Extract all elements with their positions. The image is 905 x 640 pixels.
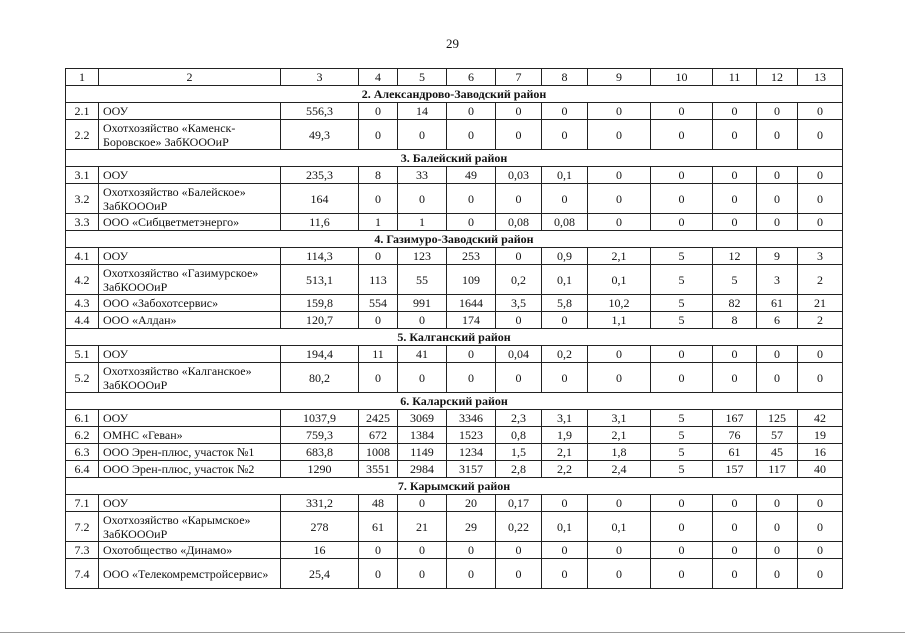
organization-name-cell: ООО «Алдан» (99, 312, 281, 329)
value-cell: 0 (798, 363, 843, 393)
value-cell: 0 (359, 103, 398, 120)
value-cell: 0 (398, 495, 447, 512)
row-number-cell: 3.1 (66, 167, 99, 184)
value-cell: 5 (651, 410, 713, 427)
value-cell: 0 (651, 363, 713, 393)
value-cell: 1008 (359, 444, 398, 461)
value-cell: 0 (798, 542, 843, 559)
organization-name-cell: ООУ (99, 248, 281, 265)
value-cell: 125 (757, 410, 798, 427)
value-cell: 513,1 (281, 265, 359, 295)
section-row (66, 150, 843, 167)
value-cell: 0 (713, 542, 757, 559)
organization-name-cell: ООУ (99, 346, 281, 363)
value-cell: 194,4 (281, 346, 359, 363)
value-cell: 57 (757, 427, 798, 444)
value-cell: 0 (542, 559, 588, 589)
value-cell: 0 (447, 346, 496, 363)
value-cell: 3069 (398, 410, 447, 427)
value-cell: 0 (588, 184, 651, 214)
column-number: 11 (713, 69, 757, 86)
value-cell: 0 (713, 167, 757, 184)
value-cell: 5 (651, 444, 713, 461)
value-cell: 3157 (447, 461, 496, 478)
value-cell: 3346 (447, 410, 496, 427)
row-number-cell: 3.2 (66, 184, 99, 214)
organization-name-cell: ООУ (99, 410, 281, 427)
value-cell: 0,1 (588, 265, 651, 295)
row-number-cell: 4.1 (66, 248, 99, 265)
value-cell: 0 (713, 559, 757, 589)
value-cell: 0 (713, 214, 757, 231)
section-row (66, 478, 843, 495)
value-cell: 554 (359, 295, 398, 312)
value-cell: 0 (588, 542, 651, 559)
value-cell: 0 (542, 184, 588, 214)
value-cell: 61 (757, 295, 798, 312)
row-number-cell: 5.2 (66, 363, 99, 393)
column-number: 7 (496, 69, 542, 86)
table-row (66, 512, 843, 542)
value-cell: 0 (798, 214, 843, 231)
value-cell: 29 (447, 512, 496, 542)
value-cell: 0 (651, 184, 713, 214)
value-cell: 11 (359, 346, 398, 363)
value-cell: 0 (447, 103, 496, 120)
value-cell: 2,8 (496, 461, 542, 478)
value-cell: 683,8 (281, 444, 359, 461)
value-cell: 1234 (447, 444, 496, 461)
table-row (66, 410, 843, 427)
section-title: 2. Александрово-Заводский район (66, 86, 843, 103)
value-cell: 0 (542, 542, 588, 559)
section-title: 5. Калганский район (66, 329, 843, 346)
value-cell: 0 (496, 559, 542, 589)
value-cell: 0 (496, 312, 542, 329)
value-cell: 3,1 (588, 410, 651, 427)
value-cell: 33 (398, 167, 447, 184)
table-row (66, 542, 843, 559)
value-cell: 113 (359, 265, 398, 295)
value-cell: 0,1 (542, 167, 588, 184)
value-cell: 0 (398, 120, 447, 150)
row-number-cell: 6.3 (66, 444, 99, 461)
table-row (66, 346, 843, 363)
value-cell: 0 (496, 248, 542, 265)
section-row (66, 86, 843, 103)
value-cell: 5 (651, 248, 713, 265)
value-cell: 45 (757, 444, 798, 461)
value-cell: 120,7 (281, 312, 359, 329)
column-number: 13 (798, 69, 843, 86)
value-cell: 0 (651, 214, 713, 231)
row-number-cell: 7.2 (66, 512, 99, 542)
table-row (66, 120, 843, 150)
value-cell: 159,8 (281, 295, 359, 312)
value-cell: 5 (651, 295, 713, 312)
table-row (66, 427, 843, 444)
value-cell: 0,9 (542, 248, 588, 265)
section-title: 7. Карымский район (66, 478, 843, 495)
data-table (65, 68, 843, 589)
value-cell: 80,2 (281, 363, 359, 393)
value-cell: 0 (757, 512, 798, 542)
value-cell: 2 (798, 265, 843, 295)
value-cell: 82 (713, 295, 757, 312)
organization-name-cell: Охотобщество «Динамо» (99, 542, 281, 559)
column-number-row (66, 69, 843, 86)
value-cell: 0 (798, 184, 843, 214)
organization-name-cell: ООО «Забохотсервис» (99, 295, 281, 312)
row-number-cell: 7.1 (66, 495, 99, 512)
value-cell: 0,22 (496, 512, 542, 542)
value-cell: 157 (713, 461, 757, 478)
value-cell: 123 (398, 248, 447, 265)
value-cell: 0 (496, 363, 542, 393)
organization-name-cell: ООО «Телекомремстройсервис» (99, 559, 281, 589)
value-cell: 0 (757, 103, 798, 120)
row-number-cell: 2.1 (66, 103, 99, 120)
organization-name-cell: ООО Эрен-плюс, участок №1 (99, 444, 281, 461)
value-cell: 0 (651, 559, 713, 589)
value-cell: 2,1 (542, 444, 588, 461)
value-cell: 0,08 (496, 214, 542, 231)
value-cell: 0 (447, 120, 496, 150)
value-cell: 0 (713, 512, 757, 542)
value-cell: 9 (757, 248, 798, 265)
table-row (66, 184, 843, 214)
value-cell: 0,8 (496, 427, 542, 444)
value-cell: 1 (398, 214, 447, 231)
value-cell: 0 (798, 103, 843, 120)
value-cell: 5 (651, 461, 713, 478)
value-cell: 8 (713, 312, 757, 329)
value-cell: 0 (359, 559, 398, 589)
organization-name-cell: Охотхозяйство «Газимурское» ЗабКОООиР (99, 265, 281, 295)
value-cell: 16 (281, 542, 359, 559)
value-cell: 0 (542, 363, 588, 393)
column-number: 5 (398, 69, 447, 86)
value-cell: 0 (447, 184, 496, 214)
value-cell: 0 (757, 559, 798, 589)
page-number: 29 (446, 36, 459, 51)
value-cell: 3551 (359, 461, 398, 478)
value-cell: 2,1 (588, 248, 651, 265)
value-cell: 235,3 (281, 167, 359, 184)
value-cell: 0 (359, 184, 398, 214)
value-cell: 253 (447, 248, 496, 265)
column-number: 1 (66, 69, 99, 86)
value-cell: 25,4 (281, 559, 359, 589)
value-cell: 0 (359, 363, 398, 393)
value-cell: 3,5 (496, 295, 542, 312)
row-number-cell: 7.4 (66, 559, 99, 589)
value-cell: 0 (496, 103, 542, 120)
value-cell: 0 (798, 512, 843, 542)
value-cell: 0 (359, 248, 398, 265)
value-cell: 174 (447, 312, 496, 329)
row-number-cell: 3.3 (66, 214, 99, 231)
value-cell: 21 (398, 512, 447, 542)
organization-name-cell: ОМНС «Геван» (99, 427, 281, 444)
row-number-cell: 2.2 (66, 120, 99, 150)
table-row (66, 444, 843, 461)
table-row (66, 295, 843, 312)
value-cell: 1,9 (542, 427, 588, 444)
value-cell: 0 (757, 214, 798, 231)
value-cell: 0 (798, 120, 843, 150)
value-cell: 991 (398, 295, 447, 312)
value-cell: 1,1 (588, 312, 651, 329)
value-cell: 0 (713, 346, 757, 363)
value-cell: 1644 (447, 295, 496, 312)
value-cell: 0 (798, 346, 843, 363)
value-cell: 0 (588, 103, 651, 120)
table-row (66, 248, 843, 265)
value-cell: 0 (651, 120, 713, 150)
value-cell: 14 (398, 103, 447, 120)
value-cell: 0 (651, 542, 713, 559)
value-cell: 19 (798, 427, 843, 444)
table-row (66, 167, 843, 184)
value-cell: 0 (496, 120, 542, 150)
value-cell: 1523 (447, 427, 496, 444)
section-row (66, 231, 843, 248)
value-cell: 5 (651, 312, 713, 329)
value-cell: 759,3 (281, 427, 359, 444)
section-row (66, 329, 843, 346)
value-cell: 0 (542, 120, 588, 150)
value-cell: 0 (713, 363, 757, 393)
value-cell: 10,2 (588, 295, 651, 312)
organization-name-cell: ООУ (99, 167, 281, 184)
value-cell: 48 (359, 495, 398, 512)
value-cell: 0 (651, 167, 713, 184)
value-cell: 0 (447, 542, 496, 559)
value-cell: 1149 (398, 444, 447, 461)
column-number: 4 (359, 69, 398, 86)
value-cell: 3 (798, 248, 843, 265)
value-cell: 3 (757, 265, 798, 295)
column-number: 6 (447, 69, 496, 86)
row-number-cell: 6.4 (66, 461, 99, 478)
value-cell: 1 (359, 214, 398, 231)
value-cell: 0 (588, 559, 651, 589)
value-cell: 0 (757, 346, 798, 363)
value-cell: 0 (588, 120, 651, 150)
value-cell: 1,8 (588, 444, 651, 461)
organization-name-cell: Охотхозяйство «Балейское» ЗабКОООиР (99, 184, 281, 214)
value-cell: 2425 (359, 410, 398, 427)
row-number-cell: 4.2 (66, 265, 99, 295)
section-title: 3. Балейский район (66, 150, 843, 167)
value-cell: 0 (798, 495, 843, 512)
value-cell: 42 (798, 410, 843, 427)
value-cell: 0 (398, 312, 447, 329)
value-cell: 0,04 (496, 346, 542, 363)
value-cell: 0 (398, 363, 447, 393)
value-cell: 0,2 (542, 346, 588, 363)
row-number-cell: 6.1 (66, 410, 99, 427)
value-cell: 49,3 (281, 120, 359, 150)
table-row (66, 103, 843, 120)
value-cell: 16 (798, 444, 843, 461)
value-cell: 0 (757, 167, 798, 184)
value-cell: 0,08 (542, 214, 588, 231)
value-cell: 0 (447, 363, 496, 393)
value-cell: 5 (651, 427, 713, 444)
organization-name-cell: ООУ (99, 103, 281, 120)
value-cell: 0 (447, 559, 496, 589)
value-cell: 21 (798, 295, 843, 312)
row-number-cell: 6.2 (66, 427, 99, 444)
value-cell: 167 (713, 410, 757, 427)
value-cell: 61 (713, 444, 757, 461)
table-row (66, 363, 843, 393)
value-cell: 672 (359, 427, 398, 444)
value-cell: 0,2 (496, 265, 542, 295)
value-cell: 61 (359, 512, 398, 542)
value-cell: 5 (713, 265, 757, 295)
value-cell: 3,1 (542, 410, 588, 427)
organization-name-cell: Охотхозяйство «Каменск-Боровское» ЗабКОООиР (99, 120, 281, 150)
value-cell: 0 (651, 495, 713, 512)
value-cell: 2,1 (588, 427, 651, 444)
value-cell: 0 (398, 184, 447, 214)
section-row (66, 393, 843, 410)
value-cell: 49 (447, 167, 496, 184)
column-number: 10 (651, 69, 713, 86)
value-cell: 109 (447, 265, 496, 295)
value-cell: 0 (713, 184, 757, 214)
table-row (66, 495, 843, 512)
value-cell: 1384 (398, 427, 447, 444)
value-cell: 0 (542, 495, 588, 512)
value-cell: 8 (359, 167, 398, 184)
value-cell: 0,1 (542, 512, 588, 542)
value-cell: 114,3 (281, 248, 359, 265)
value-cell: 2 (798, 312, 843, 329)
value-cell: 55 (398, 265, 447, 295)
column-number: 9 (588, 69, 651, 86)
value-cell: 0 (588, 214, 651, 231)
value-cell: 0 (496, 542, 542, 559)
value-cell: 0 (713, 495, 757, 512)
table-row (66, 265, 843, 295)
value-cell: 0,1 (588, 512, 651, 542)
value-cell: 5 (651, 265, 713, 295)
section-title: 6. Каларский район (66, 393, 843, 410)
value-cell: 11,6 (281, 214, 359, 231)
value-cell: 0 (757, 542, 798, 559)
value-cell: 1,5 (496, 444, 542, 461)
value-cell: 0 (757, 120, 798, 150)
value-cell: 0 (651, 512, 713, 542)
organization-name-cell: Охотхозяйство «Калганское» ЗабКОООиР (99, 363, 281, 393)
value-cell: 0,03 (496, 167, 542, 184)
value-cell: 0 (542, 312, 588, 329)
value-cell: 1037,9 (281, 410, 359, 427)
column-number: 3 (281, 69, 359, 86)
value-cell: 20 (447, 495, 496, 512)
value-cell: 0 (757, 184, 798, 214)
value-cell: 0 (588, 167, 651, 184)
page-edge-line (0, 632, 905, 633)
value-cell: 0 (713, 103, 757, 120)
value-cell: 0 (651, 346, 713, 363)
value-cell: 2,4 (588, 461, 651, 478)
table-row (66, 312, 843, 329)
value-cell: 6 (757, 312, 798, 329)
table-row (66, 461, 843, 478)
value-cell: 2,3 (496, 410, 542, 427)
value-cell: 0 (496, 184, 542, 214)
value-cell: 0 (398, 542, 447, 559)
table-row (66, 559, 843, 589)
value-cell: 0 (447, 214, 496, 231)
value-cell: 0,17 (496, 495, 542, 512)
value-cell: 0 (542, 103, 588, 120)
value-cell: 0 (798, 167, 843, 184)
value-cell: 117 (757, 461, 798, 478)
column-number: 12 (757, 69, 798, 86)
value-cell: 2,2 (542, 461, 588, 478)
row-number-cell: 7.3 (66, 542, 99, 559)
value-cell: 40 (798, 461, 843, 478)
value-cell: 5,8 (542, 295, 588, 312)
value-cell: 0 (588, 363, 651, 393)
value-cell: 164 (281, 184, 359, 214)
value-cell: 0 (588, 495, 651, 512)
value-cell: 0 (359, 120, 398, 150)
table-row (66, 214, 843, 231)
value-cell: 0 (651, 103, 713, 120)
row-number-cell: 4.3 (66, 295, 99, 312)
value-cell: 0 (359, 312, 398, 329)
value-cell: 0,1 (542, 265, 588, 295)
value-cell: 0 (798, 559, 843, 589)
value-cell: 2984 (398, 461, 447, 478)
value-cell: 0 (757, 495, 798, 512)
organization-name-cell: ООО Эрен-плюс, участок №2 (99, 461, 281, 478)
value-cell: 556,3 (281, 103, 359, 120)
row-number-cell: 5.1 (66, 346, 99, 363)
row-number-cell: 4.4 (66, 312, 99, 329)
value-cell: 331,2 (281, 495, 359, 512)
organization-name-cell: ООО «Сибцветметэнерго» (99, 214, 281, 231)
column-number: 8 (542, 69, 588, 86)
value-cell: 0 (757, 363, 798, 393)
column-number: 2 (99, 69, 281, 86)
value-cell: 41 (398, 346, 447, 363)
value-cell: 0 (588, 346, 651, 363)
value-cell: 12 (713, 248, 757, 265)
value-cell: 0 (359, 542, 398, 559)
value-cell: 278 (281, 512, 359, 542)
organization-name-cell: ООУ (99, 495, 281, 512)
organization-name-cell: Охотхозяйство «Карымское» ЗабКОООиР (99, 512, 281, 542)
table-body (66, 69, 843, 589)
section-title: 4. Газимуро-Заводский район (66, 231, 843, 248)
value-cell: 76 (713, 427, 757, 444)
value-cell: 0 (713, 120, 757, 150)
value-cell: 1290 (281, 461, 359, 478)
value-cell: 0 (398, 559, 447, 589)
